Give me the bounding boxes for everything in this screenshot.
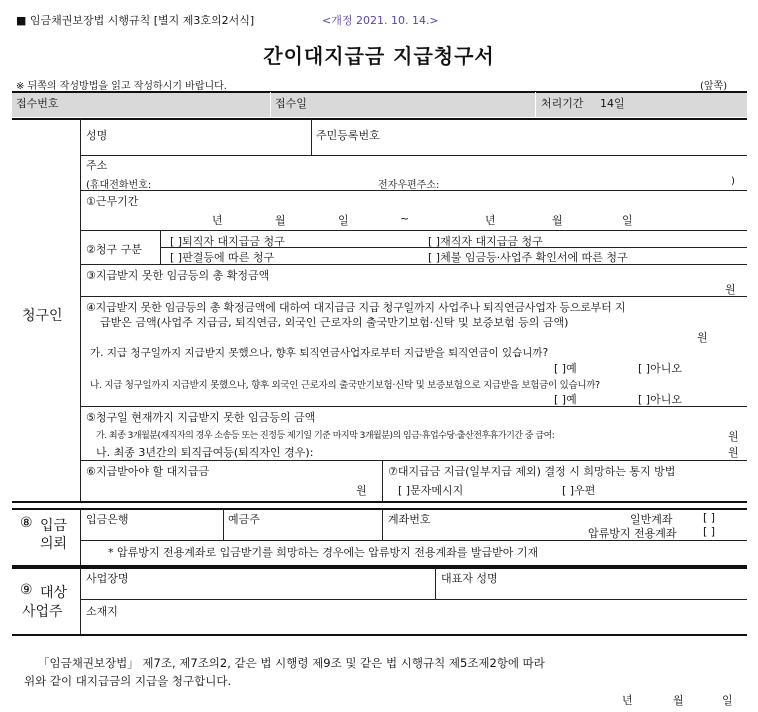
- question-ga: 가. 지급 청구일까지 지급받지 못했으나, 향후 퇴직연금사업자로부터 지급받을 퇴직연금이 있습니까?: [90, 347, 549, 359]
- question-ga-yes[interactable]: [ ]예: [554, 362, 577, 375]
- protected-account-label: 압류방지 전용계좌: [588, 527, 677, 540]
- work-start-year: 년: [212, 214, 223, 227]
- account-holder-label: 예금주: [228, 513, 260, 526]
- notice-text: ※ 뒤쪽의 작성방법을 읽고 작성하시기 바랍니다.: [16, 81, 227, 92]
- processing-period-label: 처리기간: [541, 97, 584, 110]
- employer-section-number: ⑨: [20, 582, 33, 598]
- business-name-label: 사업장명: [86, 572, 129, 585]
- work-end-day: 일: [622, 214, 633, 227]
- rrn-label: 주민등록번호: [316, 129, 380, 142]
- address-label: 주소: [86, 159, 108, 172]
- item4-won: 원: [697, 331, 708, 344]
- normal-account-label: 일반계좌: [630, 513, 673, 526]
- claim-option-judgment[interactable]: [ ]판결등에 따른 청구: [170, 251, 275, 264]
- form-label: ■ 임금채권보장법 시행규칙 [별지 제3호의2서식]: [16, 14, 255, 27]
- work-end-month: 월: [552, 214, 563, 227]
- receipt-number-label: 접수번호: [16, 97, 59, 110]
- claimant-section-label: 청구인: [22, 308, 63, 324]
- address-close-paren: ): [731, 176, 735, 187]
- employer-section-label1: 대상: [40, 585, 68, 601]
- claim-option-confirmation[interactable]: [ ]체불 임금등·사업주 확인서에 따른 청구: [428, 251, 628, 264]
- work-start-day: 일: [338, 214, 349, 227]
- bank-section-label1: 입금: [40, 518, 68, 534]
- signature-month: 월: [673, 694, 684, 707]
- page-side-label: (앞쪽): [700, 81, 728, 92]
- work-end-year: 년: [485, 214, 496, 227]
- page-title: 간이대지급금 지급청구서: [263, 44, 495, 68]
- account-number-label: 계좌번호: [388, 513, 431, 526]
- item6-won: 원: [356, 484, 367, 497]
- processing-period-value: 14일: [600, 97, 625, 110]
- employer-section-label2: 사업주: [22, 604, 63, 620]
- claim-type-label: ②청구 구분: [86, 243, 142, 256]
- signature-year: 년: [622, 694, 633, 707]
- item7-label: ⑦대지급금 지급(일부지급 제외) 결정 시 희망하는 통지 방법: [388, 465, 676, 478]
- statement-line2: 위와 같이 대지급금의 지급을 청구합니다.: [24, 674, 232, 688]
- item5-ga: 가. 최종 3개월분(재직자의 경우 소송등 또는 진정등 제기일 기준 마지막 3개월분)의 임금·휴업수당·출산전후휴가기간 중 급여:: [96, 431, 555, 441]
- bank-section-number: ⑧: [20, 515, 33, 531]
- bank-section-label2: 의뢰: [40, 536, 68, 552]
- question-na-yes[interactable]: [ ]예: [554, 393, 577, 406]
- statement-line1: 「임금채권보장법」 제7조, 제7조의2, 같은 법 시행령 제9조 및 같은 법 시행규칙 제5조제2항에 따라: [38, 656, 545, 670]
- item6-label: ⑥지급받아야 할 대지급금: [86, 465, 210, 478]
- item5-na: 나. 최종 3년간의 퇴직급여등(퇴직자인 경우):: [96, 446, 314, 459]
- receipt-row: [12, 92, 747, 117]
- revision-date: <개정 2021. 10. 14.>: [322, 14, 439, 27]
- item5-ga-won: 원: [728, 430, 739, 443]
- question-ga-no[interactable]: [ ]아니오: [638, 362, 682, 375]
- protected-account-note: * 압류방지 전용계좌로 입금받기를 희망하는 경우에는 압류방지 전용계좌를 발급받아 기재: [108, 546, 539, 559]
- question-na-no[interactable]: [ ]아니오: [638, 393, 682, 406]
- item5-na-won: 원: [728, 446, 739, 459]
- item3-total-amount-label: ③지급받지 못한 임금등의 총 확정금액: [86, 269, 270, 282]
- protected-account-checkbox[interactable]: [ ]: [703, 525, 716, 538]
- receipt-date-label: 접수일: [275, 97, 307, 110]
- business-location-label: 소재지: [86, 605, 118, 618]
- item3-won: 원: [725, 283, 736, 296]
- phone-label: (휴대전화번호:: [86, 180, 152, 191]
- name-label: 성명: [86, 129, 108, 142]
- period-tilde: ~: [400, 212, 410, 225]
- work-period-label: ①근무기간: [86, 195, 139, 208]
- claim-option-employed[interactable]: [ ]재직자 대지급금 청구: [428, 235, 543, 248]
- notify-option-sms[interactable]: [ ]문자메시지: [398, 484, 464, 497]
- bank-name-label: 입금은행: [86, 513, 129, 526]
- work-start-month: 월: [275, 214, 286, 227]
- notify-option-mail[interactable]: [ ]우편: [562, 484, 596, 497]
- claim-option-retired[interactable]: [ ]퇴직자 대지급금 청구: [170, 235, 285, 248]
- representative-name-label: 대표자 성명: [441, 572, 498, 585]
- question-na: 나. 지급 청구일까지 지급받지 못했으나, 향후 외국인 근로자의 출국만기보험·신탁 및 보증보험으로 지급받을 보험금이 있습니까?: [90, 380, 600, 391]
- item4-label-line2: 급받은 금액(사업주 지급금, 퇴직연금, 외국인 근로자의 출국만기보험·신탁 및 보증보험 등의 금액): [100, 316, 569, 329]
- item4-label-line1: ④지급받지 못한 임금등의 총 확정금액에 대하여 대지급금 지급 청구일까지 사업주나 퇴직연금사업자 등으로부터 지: [86, 301, 626, 314]
- item5-label: ⑤청구일 현재까지 지급받지 못한 임금등의 금액: [86, 411, 316, 424]
- normal-account-checkbox[interactable]: [ ]: [703, 511, 716, 524]
- email-label: 전자우편주소:: [378, 180, 440, 191]
- signature-day: 일: [722, 694, 733, 707]
